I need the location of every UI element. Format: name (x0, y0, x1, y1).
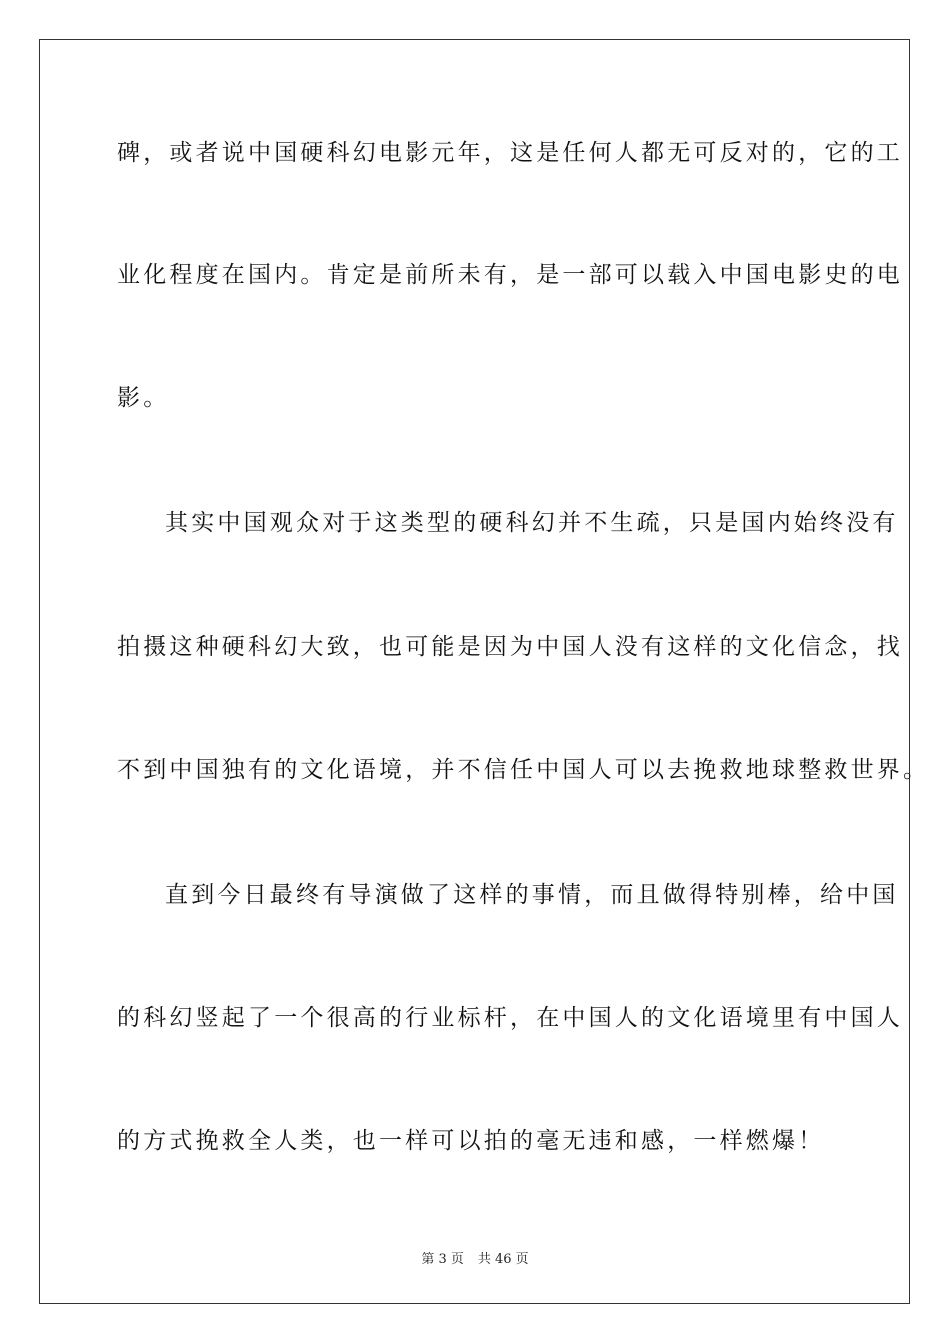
page-footer (0, 1248, 950, 1267)
page-total: 共 46 页 (477, 1252, 529, 1267)
body-line-5: 拍摄这种硬科幻大致，也可能是因为中国人没有这样的文化信念，找 (117, 634, 903, 660)
body-line-9: 的方式挽救全人类，也一样可以拍的毫无违和感，一样燃爆！ (117, 1128, 825, 1154)
body-line-7: 直到今日最终有导演做了这样的事情，而且做得特别棒，给中国 (165, 882, 899, 908)
body-line-8: 的科幻竖起了一个很高的行业标杆，在中国人的文化语境里有中国人 (117, 1005, 903, 1031)
body-line-2: 业化程度在国内。肯定是前所未有，是一部可以载入中国电影史的电 (117, 262, 903, 288)
body-line-1: 碑，或者说中国硬科幻电影元年，这是任何人都无可反对的，它的工 (117, 140, 903, 166)
body-line-4: 其实中国观众对于这类型的硬科幻并不生疏，只是国内始终没有 (165, 510, 899, 536)
body-line-3: 影。 (117, 385, 170, 411)
page-number: 第 3 页 (421, 1252, 464, 1267)
body-line-6: 不到中国独有的文化语境，并不信任中国人可以去挽救地球整救世界。 (117, 757, 930, 783)
page-border (39, 39, 910, 1304)
